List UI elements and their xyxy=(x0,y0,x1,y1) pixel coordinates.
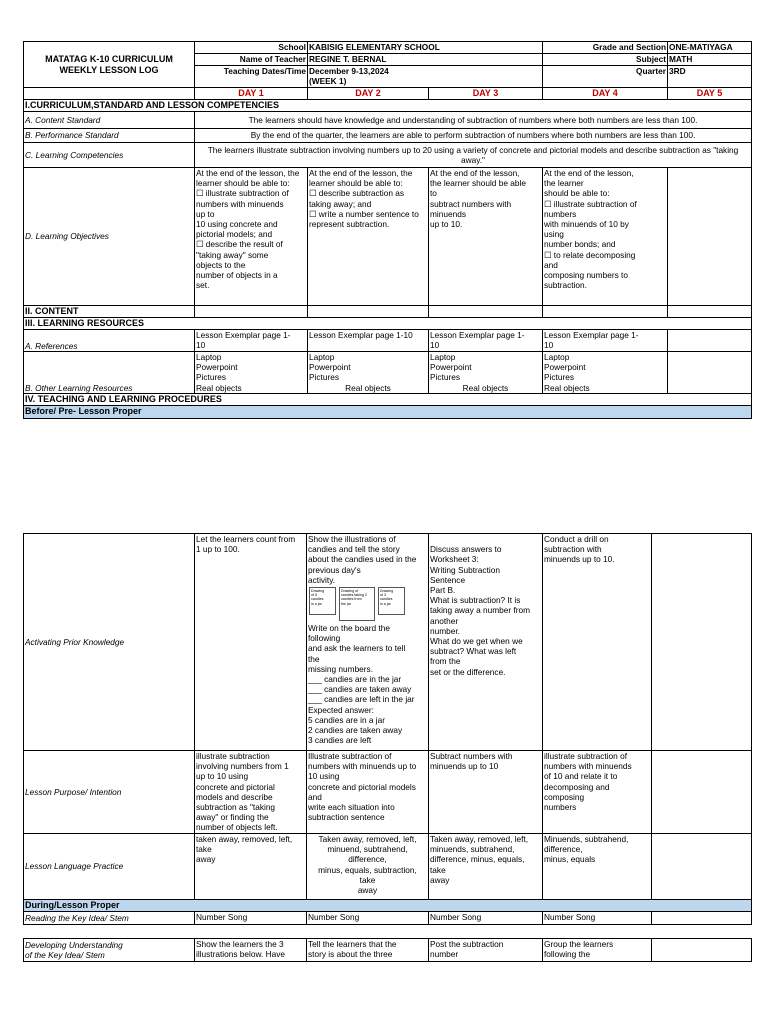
language-day-2: Taken away, removed, left, minuend, subtrahend, difference, minus, equals, subtraction, take away xyxy=(307,834,429,900)
objectives-label: D. Learning Objectives xyxy=(24,168,195,306)
activating-label: Activating Prior Knowledge xyxy=(24,534,195,751)
section-2-title: II. CONTENT xyxy=(24,306,195,318)
purpose-day-1: illustrate subtraction involving numbers from 1 up to 10 using concrete and pictorial models and describe subtraction as "taking away" or finding the number of objects left. xyxy=(195,751,307,834)
day-2-header: DAY 2 xyxy=(308,88,429,100)
activating-day-3: Discuss answers to Worksheet 3: Writing Subtraction Sentence Part B. What is subtraction? It is taking away a number from another number. What do we get when we subtract? What was left from the set or the difference. xyxy=(429,534,543,751)
school-value: KABISIG ELEMENTARY SCHOOL xyxy=(308,42,543,54)
other-resources-day-5 xyxy=(668,352,752,394)
references-day-4: Lesson Exemplar page 1- 10 xyxy=(543,330,668,352)
other-resources-day-2-list: Laptop Powerpoint Pictures xyxy=(309,352,351,383)
objectives-day-3: At the end of the lesson, the learner should be able to subtract numbers with minuends up to 10. xyxy=(429,168,543,306)
document-title: MATATAG K-10 CURRICULUM WEEKLY LESSON LOG xyxy=(24,42,195,88)
language-day-1: taken away, removed, left, take away xyxy=(195,834,307,900)
performance-standard-label: B. Performance Standard xyxy=(24,129,195,143)
purpose-day-4: illustrate subtraction of numbers with minuends of 10 and relate it to decomposing and composing numbers xyxy=(543,751,652,834)
other-resources-day-3-real: Real objects xyxy=(462,382,509,393)
competencies-value: The learners illustrate subtraction involving numbers up to 20 using a variety of concrete and pictorial models and describe subtraction as "taking away." xyxy=(195,143,752,168)
references-label: A. References xyxy=(24,330,195,352)
performance-standard-value: By the end of the quarter, the learners are able to perform subtraction of numbers where both numbers are less than 100. xyxy=(195,129,752,143)
content-standard-value: The learners should have knowledge and understanding of subtraction of numbers where both numbers are less than 100. xyxy=(195,112,752,129)
activating-day-2 xyxy=(307,534,429,751)
key-idea-label: Reading the Key Idea/ Stem xyxy=(24,912,195,925)
developing-day-2: Tell the learners that the story is about the three xyxy=(307,939,429,962)
grade-label: Grade and Section xyxy=(543,42,668,54)
section-1-title: I.CURRICULUM,STANDARD AND LESSON COMPETENCIES xyxy=(24,100,752,112)
quarter-label: Quarter xyxy=(543,66,668,88)
activating-day-4: Conduct a drill on subtraction with minuends up to 10. xyxy=(543,534,652,751)
candy-jar-drawing-2: Drawing of candies taking 2 candies from the jar xyxy=(339,587,375,621)
purpose-day-2: Illustrate subtraction of numbers with minuends up to 10 using concrete and pictorial models and write each situation into subtraction sentence xyxy=(307,751,429,834)
subject-label: Subject xyxy=(543,54,668,66)
procedures-table-continued xyxy=(23,938,752,962)
other-resources-day-3-list: Laptop Powerpoint Pictures xyxy=(430,352,472,383)
key-idea-day-2: Number Song xyxy=(307,912,429,925)
dates-value: December 9-13,2024 (WEEK 1) xyxy=(308,66,543,88)
language-day-4: Minuends, subtrahend, difference, minus, equals xyxy=(543,834,652,900)
objectives-day-2: At the end of the lesson, the learner should be able to: ☐ describe subtraction as taking away; and ☐ write a number sentence to represent subtraction. xyxy=(308,168,429,306)
other-resources-day-4: Laptop Powerpoint Pictures Real objects xyxy=(543,352,668,394)
day-5-header: DAY 5 xyxy=(668,88,752,100)
school-label: School xyxy=(195,42,308,54)
key-idea-day-5 xyxy=(652,912,752,925)
objectives-day-5 xyxy=(668,168,752,306)
objectives-day-4: At the end of the lesson, the learner should be able to: ☐ illustrate subtraction of numbers with minuends of 10 by using number bonds; and ☐ to relate decomposing and composing numbers to subtraction. xyxy=(543,168,668,306)
activating-day-1: Let the learners count from 1 up to 100. xyxy=(195,534,307,751)
activating-day-2-intro: Show the illustrations of candies and tell the story about the candies used in the previous day's activity. xyxy=(308,534,417,585)
objectives-day-1: At the end of the lesson, the learner should be able to: ☐ illustrate subtraction of numbers with minuends up to 10 using concrete and pictorial models; and ☐ describe the result of "taking away" some objects to the number of objects in a set. xyxy=(195,168,308,306)
language-day-3: Taken away, removed, left, minuends, subtrahend, difference, minus, equals, take away xyxy=(429,834,543,900)
lesson-log-header-table xyxy=(23,41,752,419)
grade-value: ONE-MATIYAGA xyxy=(668,42,752,54)
developing-label: Developing Understanding of the Key Idea/ Stem xyxy=(24,939,195,962)
key-idea-day-4: Number Song xyxy=(543,912,652,925)
language-day-5 xyxy=(652,834,752,900)
teacher-label: Name of Teacher xyxy=(195,54,308,66)
content-standard-label: A. Content Standard xyxy=(24,112,195,129)
purpose-label: Lesson Purpose/ Intention xyxy=(24,751,195,834)
candy-jar-drawing-3: Drawing of 3 candies in a jar xyxy=(378,587,405,615)
other-resources-day-3 xyxy=(429,352,543,394)
other-resources-label: B. Other Learning Resources xyxy=(24,352,195,394)
other-resources-day-2 xyxy=(308,352,429,394)
competencies-label: C. Learning Competencies xyxy=(24,143,195,168)
references-day-1: Lesson Exemplar page 1- 10 xyxy=(195,330,308,352)
before-lesson-header: Before/ Pre- Lesson Proper xyxy=(24,406,752,419)
other-resources-day-1: Laptop Powerpoint Pictures Real objects xyxy=(195,352,308,394)
activating-day-5 xyxy=(652,534,752,751)
key-idea-day-1: Number Song xyxy=(195,912,307,925)
section-3-title: III. LEARNING RESOURCES xyxy=(24,318,752,330)
references-day-3: Lesson Exemplar page 1- 10 xyxy=(429,330,543,352)
references-day-2: Lesson Exemplar page 1-10 xyxy=(308,330,429,352)
day-1-header: DAY 1 xyxy=(195,88,308,100)
developing-day-5 xyxy=(652,939,752,962)
day-4-header: DAY 4 xyxy=(543,88,668,100)
language-label: Lesson Language Practice xyxy=(24,834,195,900)
candy-jar-drawing-1: Drawing of 5 candies in a jar xyxy=(309,587,336,615)
other-resources-day-2-real: Real objects xyxy=(345,382,391,393)
references-day-5 xyxy=(668,330,752,352)
dates-label: Teaching Dates/Time xyxy=(195,66,308,88)
activating-day-2-board: Write on the board the following and ask the learners to tell the missing numbers. ___ candies are in the jar ___ candies are taken away ___ candies are left in the jar Expected answer: 5 candies are in a jar 2 candies are taken away 3 candies are left xyxy=(308,623,415,746)
section-4-title: IV. TEACHING AND LEARNING PROCEDURES xyxy=(24,394,752,406)
purpose-day-5 xyxy=(652,751,752,834)
developing-day-1: Show the learners the 3 illustrations below. Have xyxy=(195,939,307,962)
procedures-table xyxy=(23,533,752,925)
key-idea-day-3: Number Song xyxy=(429,912,543,925)
day-3-header: DAY 3 xyxy=(429,88,543,100)
purpose-day-3: Subtract numbers with minuends up to 10 xyxy=(429,751,543,834)
subject-value: MATH xyxy=(668,54,752,66)
teacher-value: REGINE T. BERNAL xyxy=(308,54,543,66)
quarter-value: 3RD xyxy=(668,66,752,88)
candy-illustrations xyxy=(309,587,427,621)
during-lesson-header: During/Lesson Proper xyxy=(24,900,752,912)
developing-day-4: Group the learners following the xyxy=(543,939,652,962)
developing-day-3: Post the subtraction number xyxy=(429,939,543,962)
